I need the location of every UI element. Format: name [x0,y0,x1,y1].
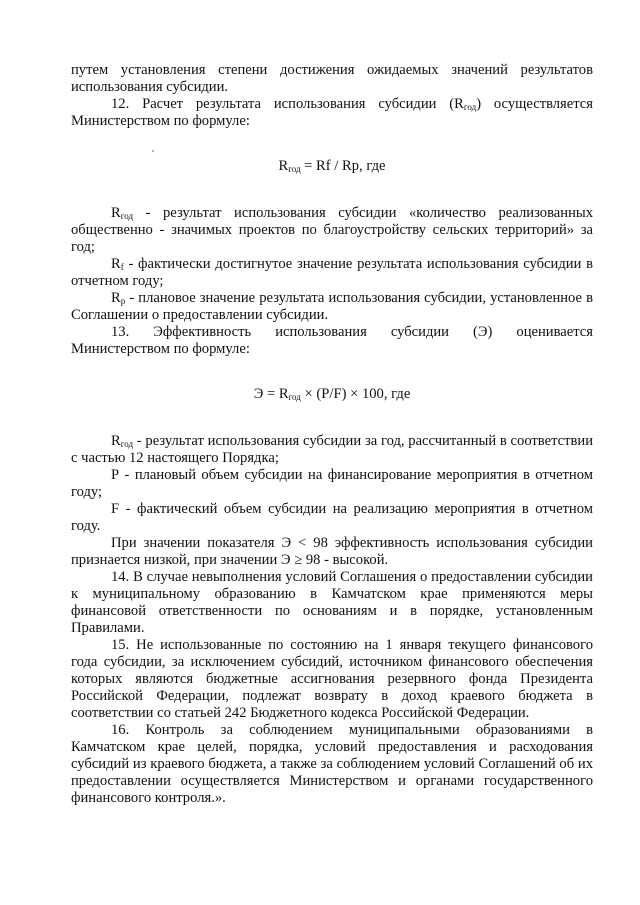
paragraph-efficiency-threshold: При значении показателя Э < 98 эффективность использования субсидии признается низкой, при значении Э ≥ 98 - высокой. [71,535,593,568]
symbol-subscript: год [120,211,134,221]
symbol-r: R [111,433,121,449]
definition-f: F - фактический объем субсидии на реализацию мероприятия в отчетном году. [71,501,593,534]
definition-text: - результат использования субсидии за год, рассчитанный в соответствии с частью 12 настоящего Порядка; [71,433,593,466]
paragraph-continuation: путем установления степени достижения ожидаемых значений результатов использования субсидии. [71,62,593,95]
definition-text: - результат использования субсидии «количество реализованных общественно - значимых проектов по благоустройству сельских территорий» за год; [71,205,593,255]
paragraph-14: 14. В случае невыполнения условий Соглашения о предоставлении субсидии к муниципальному образованию в Камчатском крае применяются меры финансовой ответственности по основаниям и в порядке, установленным Правилами. [71,569,593,636]
formula-rest: × (P/F) × 100, где [300,386,411,402]
symbol-subscript: f [120,262,124,272]
symbol-subscript: год [120,439,134,449]
formula-subscript: год [288,164,301,174]
paragraph-13: 13. Эффективность использования субсидии (Э) оценивается Министерством по формуле: [71,324,593,357]
definition-p: Р - плановый объем субсидии на финансирование мероприятия в отчетном году; [71,467,593,500]
definition-rgod-year [71,433,593,467]
symbol-r: R [111,290,121,306]
definition-text: - плановое значение результата использования субсидии, установленное в Соглашении о предоставлении субсидии. [71,290,593,323]
formula-subscript: год [288,392,301,402]
paragraph-12-text-b: ) осуществляется Министерством по формуле: [71,96,593,129]
formula-rest: = Rf / Rp, где [300,158,386,174]
paragraph-15: 15. Не использованные по состоянию на 1 января текущего финансового года субсидии, за исключением субсидий, источником финансового обеспечения которых являются бюджетные ассигнования резервного фонда Президента Российской Федерации, подлежат возврату в доход краевого бюджета в соответствии со статьей 242 Бюджетного кодекса Российской Федерации. [71,637,593,721]
definition-text: - фактически достигнутое значение результата использования субсидии в отчетном году; [71,256,593,289]
formula-efficiency [71,386,593,403]
definition-rf [71,256,593,290]
formula-left: Э = R [253,386,289,402]
paragraph-16: 16. Контроль за соблюдением муниципальными образованиями в Камчатском крае целей, порядка, условий предоставления и расходования субсидий из краевого бюджета, а также за соблюдением условий Соглашений об их предоставлении осуществляется Министерством и органами государственного финансового контроля.». [71,722,593,806]
definition-rp [71,290,593,324]
symbol-subscript: p [120,296,126,306]
definition-rgod [71,205,593,256]
paragraph-12-text-a: 12. Расчет результата использования субсидии (R [111,96,464,112]
formula-r: R [278,158,289,174]
paragraph-12 [71,96,593,130]
symbol-r: R [111,256,121,272]
document-body [71,62,593,807]
symbol-r: R [111,205,121,221]
subscript-god: год [463,102,477,112]
formula-rgod [71,158,593,175]
